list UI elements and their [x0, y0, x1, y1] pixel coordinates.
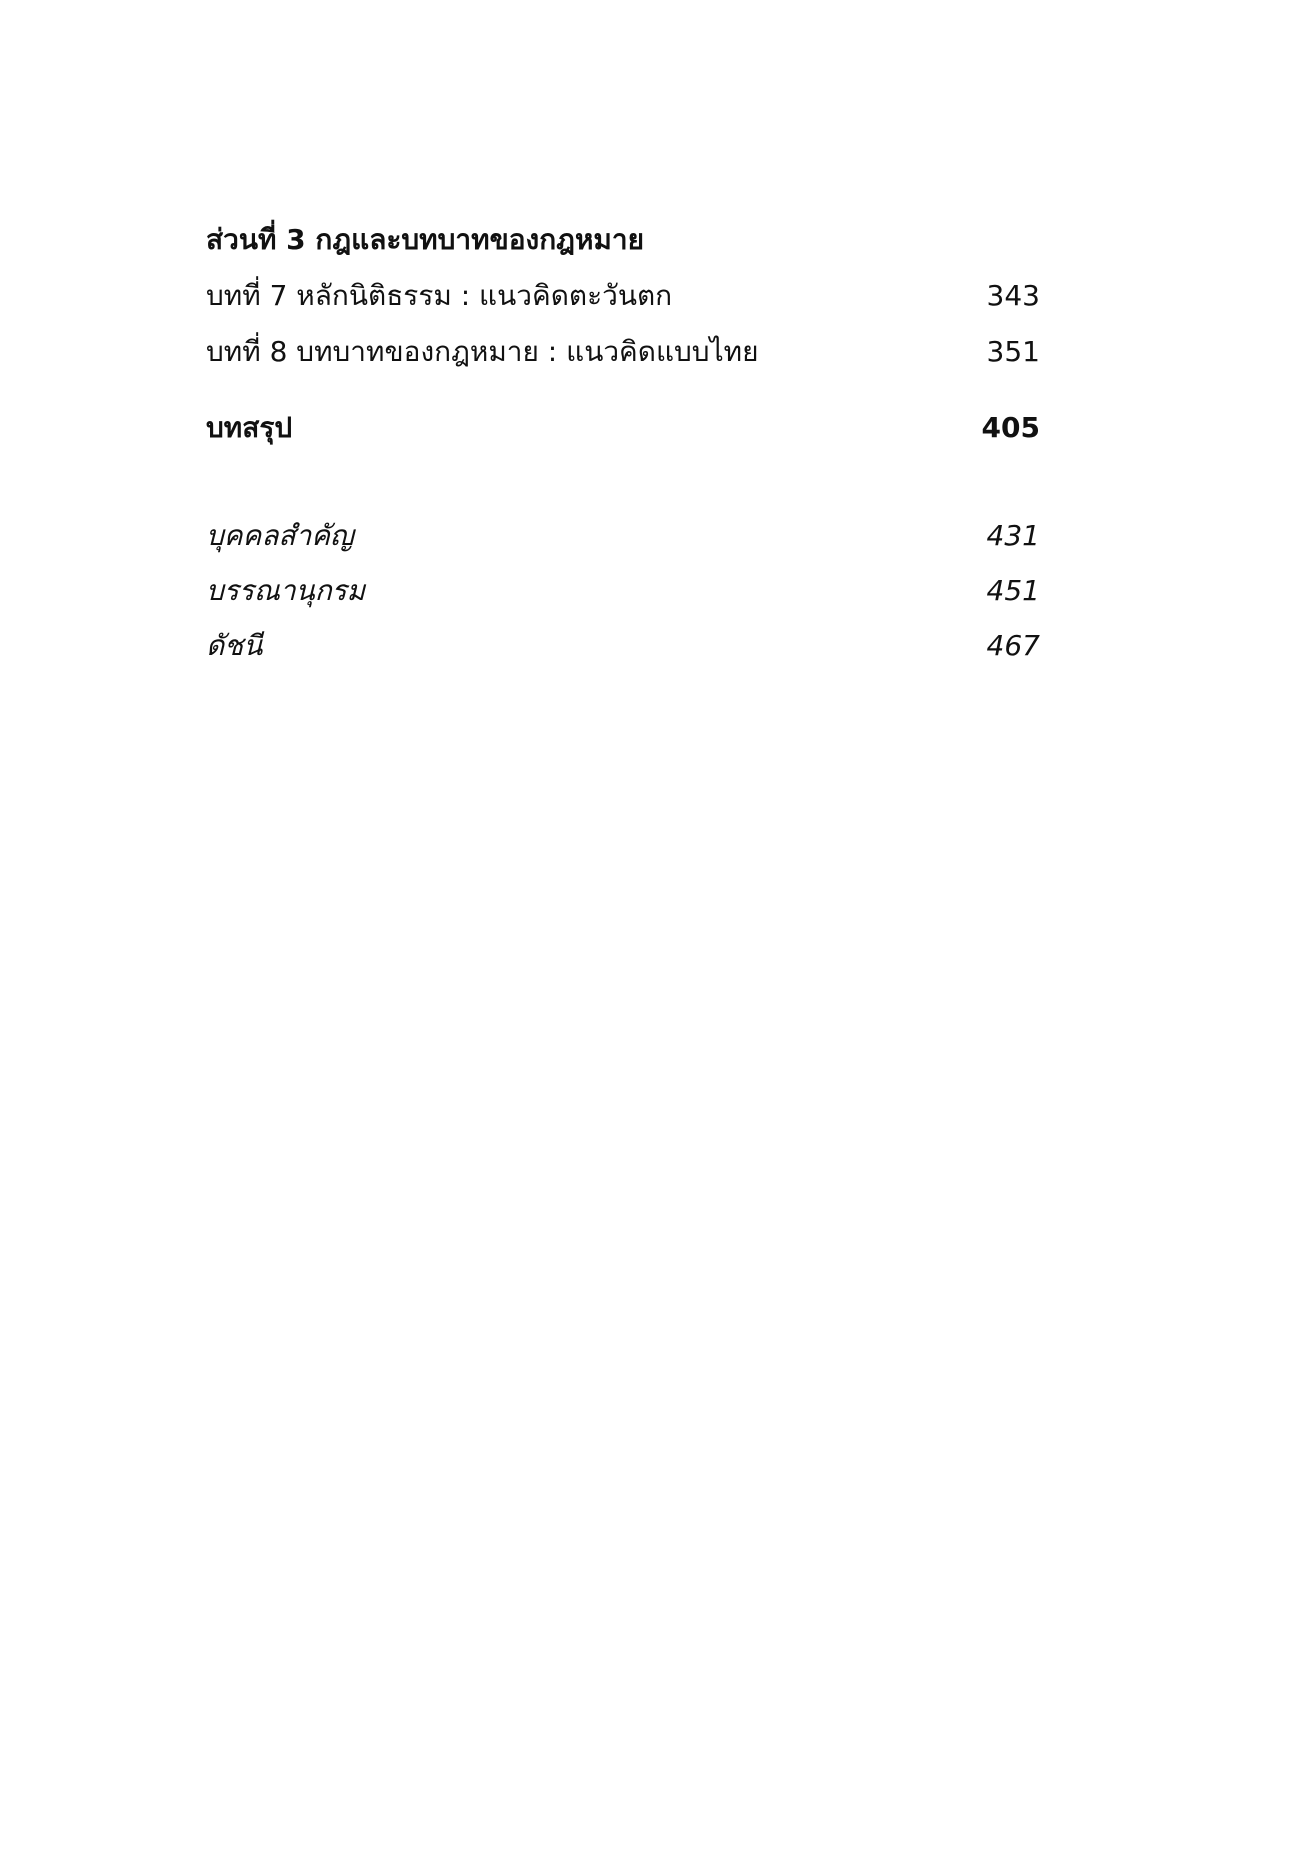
- toc-entry-title: บทสรุป: [206, 411, 293, 444]
- toc-entry-page-number: 343: [986, 279, 1040, 312]
- backmatter-list: [206, 508, 1040, 673]
- toc-entry-title: บทที่ 8 บทบาทของกฎหมาย : แนวคิดแบบไทย: [206, 335, 759, 368]
- toc-entry-chapter-8: [206, 324, 1040, 380]
- toc-entry-page-number: 351: [986, 335, 1040, 368]
- toc-entry-index: [206, 618, 1040, 673]
- toc-entry-key-persons: [206, 508, 1040, 563]
- part-heading: [206, 212, 1040, 268]
- toc-entry-page-number: 431: [986, 519, 1040, 552]
- toc-entry-chapter-7: [206, 268, 1040, 324]
- toc-entry-bibliography: [206, 563, 1040, 618]
- toc-entry-title: ดัชนี: [206, 629, 263, 662]
- toc-entry-page-number: 451: [986, 574, 1040, 607]
- toc-entry-title: บุคคลสำคัญ: [206, 519, 354, 552]
- toc-entry-page-number: 467: [986, 629, 1040, 662]
- toc-entry-page-number: 405: [981, 411, 1040, 444]
- toc-entry-conclusion: [206, 400, 1040, 456]
- part-title: ส่วนที่ 3 กฎและบทบาทของกฎหมาย: [206, 223, 644, 256]
- table-of-contents: [206, 212, 1040, 673]
- toc-entry-title: บรรณานุกรม: [206, 574, 366, 607]
- toc-entry-title: บทที่ 7 หลักนิติธรรม : แนวคิดตะวันตก: [206, 279, 673, 312]
